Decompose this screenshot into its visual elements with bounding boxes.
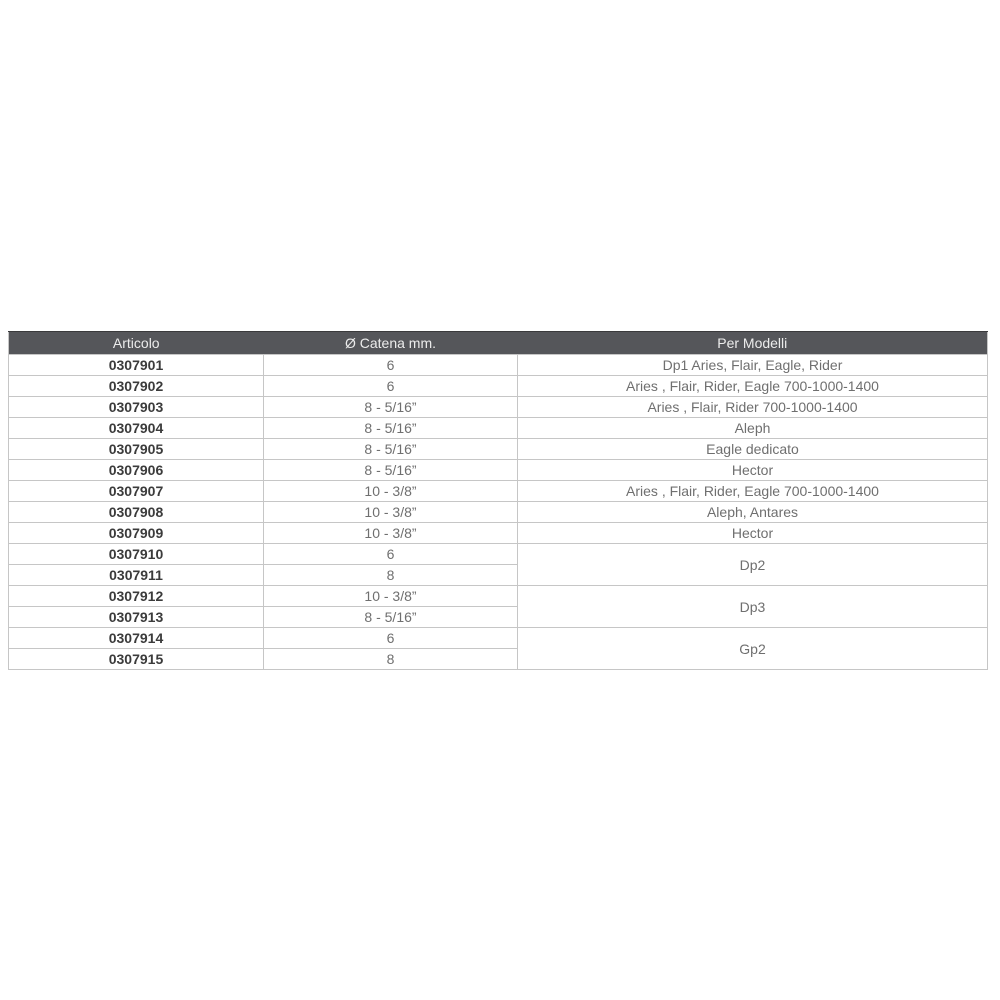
table-row [9,523,988,544]
cell-catena: 6 [264,376,518,397]
cell-catena: 6 [264,628,518,649]
cell-modelli: Hector [518,460,988,481]
cell-modelli: Aleph [518,418,988,439]
cell-articolo: 0307901 [9,355,264,376]
cell-catena: 8 - 5/16” [264,460,518,481]
table-row [9,628,988,649]
cell-modelli: Aries , Flair, Rider 700-1000-1400 [518,397,988,418]
cell-modelli-group-dp3: Dp3 [518,586,988,628]
cell-catena: 8 - 5/16” [264,418,518,439]
table-row [9,397,988,418]
cell-catena: 10 - 3/8” [264,523,518,544]
cell-catena: 6 [264,544,518,565]
cell-articolo: 0307915 [9,649,264,670]
cell-modelli: Aries , Flair, Rider, Eagle 700-1000-1400 [518,376,988,397]
cell-catena: 8 - 5/16” [264,607,518,628]
cell-modelli: Eagle dedicato [518,439,988,460]
table-row [9,355,988,376]
cell-articolo: 0307907 [9,481,264,502]
cell-catena: 8 - 5/16” [264,397,518,418]
cell-articolo: 0307902 [9,376,264,397]
cell-articolo: 0307911 [9,565,264,586]
cell-catena: 8 [264,649,518,670]
cell-articolo: 0307909 [9,523,264,544]
cell-articolo: 0307905 [9,439,264,460]
cell-modelli-group-gp2: Gp2 [518,628,988,670]
cell-articolo: 0307908 [9,502,264,523]
cell-articolo: 0307914 [9,628,264,649]
cell-catena: 6 [264,355,518,376]
table-row [9,439,988,460]
cell-articolo: 0307904 [9,418,264,439]
cell-catena: 8 - 5/16” [264,439,518,460]
cell-modelli: Aleph, Antares [518,502,988,523]
cell-catena: 10 - 3/8” [264,586,518,607]
cell-modelli: Hector [518,523,988,544]
cell-articolo: 0307910 [9,544,264,565]
header-modelli: Per Modelli [518,332,988,355]
cell-articolo: 0307913 [9,607,264,628]
table-row [9,544,988,565]
cell-modelli: Dp1 Aries, Flair, Eagle, Rider [518,355,988,376]
table-row [9,376,988,397]
table-row [9,460,988,481]
cell-articolo: 0307906 [9,460,264,481]
header-catena: Ø Catena mm. [264,332,518,355]
header-articolo: Articolo [9,332,264,355]
cell-catena: 8 [264,565,518,586]
cell-catena: 10 - 3/8” [264,481,518,502]
cell-catena: 10 - 3/8” [264,502,518,523]
parts-table [8,331,988,670]
table-header-row [9,332,988,355]
table-row [9,586,988,607]
table-row [9,418,988,439]
cell-articolo: 0307903 [9,397,264,418]
table-row [9,502,988,523]
cell-articolo: 0307912 [9,586,264,607]
cell-modelli: Aries , Flair, Rider, Eagle 700-1000-1400 [518,481,988,502]
table-row [9,481,988,502]
cell-modelli-group-dp2: Dp2 [518,544,988,586]
